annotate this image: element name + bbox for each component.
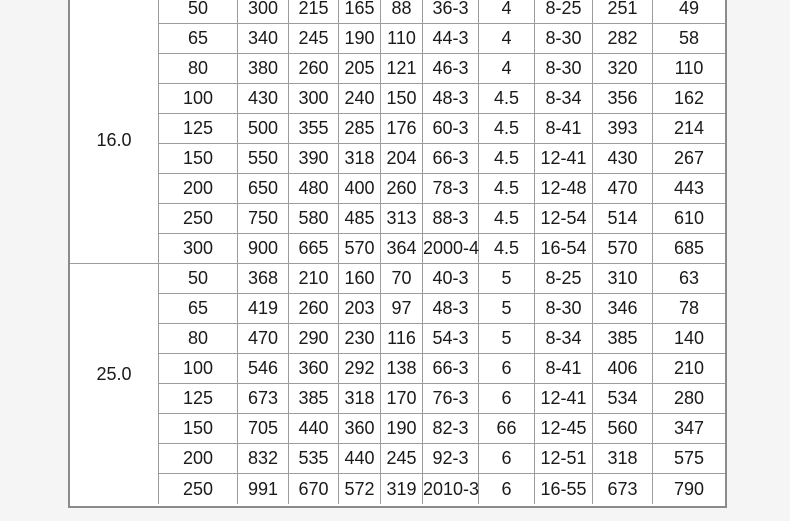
value-cell: 364 [381, 234, 423, 264]
value-cell: 4.5 [479, 114, 535, 144]
table-row [70, 264, 725, 294]
value-cell: 6 [479, 384, 535, 414]
value-cell: 550 [238, 144, 289, 174]
size-cell: 125 [159, 114, 238, 144]
value-cell: 12-41 [535, 144, 593, 174]
value-cell: 500 [238, 114, 289, 144]
value-cell: 12-48 [535, 174, 593, 204]
size-cell: 65 [159, 294, 238, 324]
value-cell: 214 [653, 114, 725, 144]
size-cell: 125 [159, 384, 238, 414]
value-cell: 215 [289, 0, 339, 24]
value-cell: 60-3 [423, 114, 479, 144]
value-cell: 4 [479, 24, 535, 54]
value-cell: 49 [653, 0, 725, 24]
value-cell: 430 [238, 84, 289, 114]
table-row [70, 0, 725, 24]
value-cell: 12-51 [535, 444, 593, 474]
value-cell: 66-3 [423, 354, 479, 384]
size-cell: 300 [159, 234, 238, 264]
size-cell: 250 [159, 204, 238, 234]
value-cell: 116 [381, 324, 423, 354]
table-row [70, 114, 725, 144]
value-cell: 705 [238, 414, 289, 444]
value-cell: 347 [653, 414, 725, 444]
value-cell: 368 [238, 264, 289, 294]
value-cell: 356 [593, 84, 653, 114]
value-cell: 82-3 [423, 414, 479, 444]
size-cell: 150 [159, 144, 238, 174]
spec-table [70, 0, 725, 504]
value-cell: 673 [238, 384, 289, 414]
value-cell: 385 [289, 384, 339, 414]
value-cell: 230 [339, 324, 381, 354]
value-cell: 8-30 [535, 54, 593, 84]
value-cell: 205 [339, 54, 381, 84]
value-cell: 832 [238, 444, 289, 474]
size-cell: 200 [159, 174, 238, 204]
value-cell: 5 [479, 324, 535, 354]
table-row [70, 174, 725, 204]
value-cell: 300 [289, 84, 339, 114]
size-cell: 100 [159, 84, 238, 114]
value-cell: 66 [479, 414, 535, 444]
value-cell: 162 [653, 84, 725, 114]
value-cell: 4.5 [479, 84, 535, 114]
value-cell: 165 [339, 0, 381, 24]
value-cell: 54-3 [423, 324, 479, 354]
value-cell: 6 [479, 444, 535, 474]
value-cell: 570 [593, 234, 653, 264]
value-cell: 570 [339, 234, 381, 264]
value-cell: 400 [339, 174, 381, 204]
value-cell: 78 [653, 294, 725, 324]
size-cell: 80 [159, 54, 238, 84]
value-cell: 310 [593, 264, 653, 294]
value-cell: 46-3 [423, 54, 479, 84]
value-cell: 140 [653, 324, 725, 354]
value-cell: 190 [381, 414, 423, 444]
value-cell: 36-3 [423, 0, 479, 24]
value-cell: 5 [479, 264, 535, 294]
value-cell: 48-3 [423, 84, 479, 114]
value-cell: 440 [289, 414, 339, 444]
value-cell: 8-25 [535, 264, 593, 294]
value-cell: 204 [381, 144, 423, 174]
table-row [70, 444, 725, 474]
table-row [70, 474, 725, 504]
value-cell: 650 [238, 174, 289, 204]
value-cell: 4 [479, 0, 535, 24]
value-cell: 430 [593, 144, 653, 174]
value-cell: 280 [653, 384, 725, 414]
value-cell: 6 [479, 474, 535, 504]
value-cell: 245 [289, 24, 339, 54]
value-cell: 2000-4 [423, 234, 479, 264]
value-cell: 92-3 [423, 444, 479, 474]
value-cell: 2010-3 [423, 474, 479, 504]
size-cell: 150 [159, 414, 238, 444]
value-cell: 610 [653, 204, 725, 234]
value-cell: 313 [381, 204, 423, 234]
value-cell: 385 [593, 324, 653, 354]
value-cell: 110 [653, 54, 725, 84]
value-cell: 210 [289, 264, 339, 294]
value-cell: 12-41 [535, 384, 593, 414]
value-cell: 251 [593, 0, 653, 24]
value-cell: 470 [593, 174, 653, 204]
value-cell: 267 [653, 144, 725, 174]
value-cell: 290 [289, 324, 339, 354]
value-cell: 8-34 [535, 324, 593, 354]
size-cell: 80 [159, 324, 238, 354]
table-row [70, 204, 725, 234]
value-cell: 210 [653, 354, 725, 384]
value-cell: 63 [653, 264, 725, 294]
value-cell: 320 [593, 54, 653, 84]
value-cell: 419 [238, 294, 289, 324]
value-cell: 8-34 [535, 84, 593, 114]
size-cell: 50 [159, 264, 238, 294]
size-cell: 250 [159, 474, 238, 504]
value-cell: 470 [238, 324, 289, 354]
value-cell: 8-30 [535, 294, 593, 324]
value-cell: 572 [339, 474, 381, 504]
value-cell: 260 [289, 294, 339, 324]
value-cell: 260 [289, 54, 339, 84]
value-cell: 318 [339, 144, 381, 174]
value-cell: 360 [339, 414, 381, 444]
spec-table-container [68, 0, 727, 508]
size-cell: 50 [159, 0, 238, 24]
value-cell: 790 [653, 474, 725, 504]
value-cell: 58 [653, 24, 725, 54]
value-cell: 260 [381, 174, 423, 204]
value-cell: 406 [593, 354, 653, 384]
value-cell: 534 [593, 384, 653, 414]
value-cell: 285 [339, 114, 381, 144]
value-cell: 900 [238, 234, 289, 264]
value-cell: 4.5 [479, 144, 535, 174]
table-row [70, 294, 725, 324]
value-cell: 443 [653, 174, 725, 204]
value-cell: 8-30 [535, 24, 593, 54]
value-cell: 8-41 [535, 354, 593, 384]
table-row [70, 234, 725, 264]
size-cell: 200 [159, 444, 238, 474]
value-cell: 44-3 [423, 24, 479, 54]
value-cell: 5 [479, 294, 535, 324]
group-label: 16.0 [70, 0, 159, 264]
value-cell: 110 [381, 24, 423, 54]
value-cell: 6 [479, 354, 535, 384]
value-cell: 203 [339, 294, 381, 324]
value-cell: 88-3 [423, 204, 479, 234]
value-cell: 750 [238, 204, 289, 234]
value-cell: 16-55 [535, 474, 593, 504]
value-cell: 12-45 [535, 414, 593, 444]
value-cell: 485 [339, 204, 381, 234]
value-cell: 380 [238, 54, 289, 84]
value-cell: 292 [339, 354, 381, 384]
value-cell: 340 [238, 24, 289, 54]
value-cell: 480 [289, 174, 339, 204]
value-cell: 76-3 [423, 384, 479, 414]
value-cell: 673 [593, 474, 653, 504]
size-cell: 100 [159, 354, 238, 384]
value-cell: 138 [381, 354, 423, 384]
value-cell: 16-54 [535, 234, 593, 264]
table-row [70, 324, 725, 354]
value-cell: 48-3 [423, 294, 479, 324]
value-cell: 150 [381, 84, 423, 114]
value-cell: 282 [593, 24, 653, 54]
value-cell: 240 [339, 84, 381, 114]
value-cell: 170 [381, 384, 423, 414]
value-cell: 4.5 [479, 234, 535, 264]
value-cell: 176 [381, 114, 423, 144]
value-cell: 78-3 [423, 174, 479, 204]
value-cell: 560 [593, 414, 653, 444]
value-cell: 66-3 [423, 144, 479, 174]
value-cell: 12-54 [535, 204, 593, 234]
value-cell: 319 [381, 474, 423, 504]
value-cell: 160 [339, 264, 381, 294]
table-row [70, 84, 725, 114]
value-cell: 318 [339, 384, 381, 414]
value-cell: 346 [593, 294, 653, 324]
value-cell: 514 [593, 204, 653, 234]
value-cell: 121 [381, 54, 423, 84]
value-cell: 535 [289, 444, 339, 474]
value-cell: 8-41 [535, 114, 593, 144]
value-cell: 393 [593, 114, 653, 144]
value-cell: 360 [289, 354, 339, 384]
value-cell: 4.5 [479, 204, 535, 234]
value-cell: 40-3 [423, 264, 479, 294]
value-cell: 580 [289, 204, 339, 234]
value-cell: 575 [653, 444, 725, 474]
table-row [70, 144, 725, 174]
value-cell: 390 [289, 144, 339, 174]
table-row [70, 24, 725, 54]
table-row [70, 414, 725, 444]
value-cell: 440 [339, 444, 381, 474]
value-cell: 546 [238, 354, 289, 384]
table-row [70, 54, 725, 84]
group-label: 25.0 [70, 264, 159, 504]
value-cell: 88 [381, 0, 423, 24]
table-row [70, 384, 725, 414]
value-cell: 685 [653, 234, 725, 264]
value-cell: 4.5 [479, 174, 535, 204]
value-cell: 670 [289, 474, 339, 504]
value-cell: 355 [289, 114, 339, 144]
value-cell: 665 [289, 234, 339, 264]
value-cell: 97 [381, 294, 423, 324]
value-cell: 4 [479, 54, 535, 84]
value-cell: 991 [238, 474, 289, 504]
value-cell: 300 [238, 0, 289, 24]
value-cell: 8-25 [535, 0, 593, 24]
table-row [70, 354, 725, 384]
value-cell: 190 [339, 24, 381, 54]
value-cell: 245 [381, 444, 423, 474]
value-cell: 70 [381, 264, 423, 294]
value-cell: 318 [593, 444, 653, 474]
table-body [70, 0, 725, 504]
size-cell: 65 [159, 24, 238, 54]
